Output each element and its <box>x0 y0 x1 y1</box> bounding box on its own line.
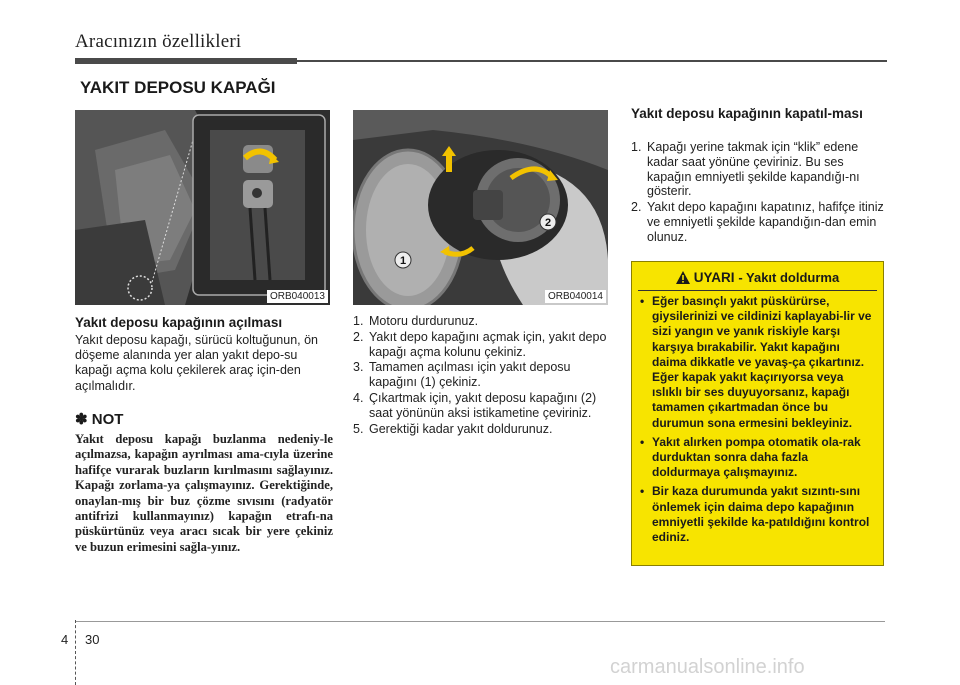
fuel-filler-door-illustration <box>353 110 608 305</box>
warning-triangle-icon <box>676 271 690 287</box>
warning-list <box>640 294 876 549</box>
footer-rule <box>75 621 885 622</box>
callout-1: 1 <box>399 255 407 267</box>
watermark: carmanualsonline.info <box>610 656 805 678</box>
warning-rule <box>638 290 877 291</box>
warning-item: • Bir kaza durumunda yakıt sızıntı-sını önlemek için daima depo kapağının emniyetli şekilde ka-patıldığını kontrol ediniz. <box>640 484 870 545</box>
warning-subtitle: - Yakıt doldurma <box>738 270 840 285</box>
opening-heading: Yakıt deposu kapağının açılması <box>75 315 283 330</box>
photo-fuel-filler-door <box>353 110 608 305</box>
section-title: YAKIT DEPOSU KAPAĞI <box>80 78 276 97</box>
warning-title: UYARI <box>693 270 735 285</box>
warning-item: • Eğer basınçlı yakıt püskürürse, giysilerinizi ve cildinizi kaplayabi-lir ve sizi yangın ve yanık riskiyle karşı karşıya bırakabilir. Yakıt kapağını daima dikkatle ve yavaş-ça çıkartınız. Eğer kapak yakıt kaçırıyorsa veya ıslıklı bir ses duyuyorsanız, kapağı tamamen çıkartmadan önce bu durumun sona ermesini bekleyiniz. <box>640 294 872 430</box>
closing-step-item: 1. Kapağı yerine takmak için “klik” edene kadar saat yönüne çeviriniz. Bu ses kapağın emniyetli şekilde kapandığı-nı gösterir. <box>631 140 860 199</box>
header-rule-thin <box>297 60 887 62</box>
step-item: 1. Motoru durdurunuz. <box>353 314 479 328</box>
step-item: 4. Çıkartmak için, yakıt deposu kapağını (2) saat yönünün aksi istikametine çeviriniz. <box>353 390 597 420</box>
note-heading: ✽ NOT <box>75 411 124 428</box>
chapter-title: Aracınızın özellikleri <box>75 31 242 52</box>
closing-steps <box>631 140 885 246</box>
photo-fuel-release-lever <box>75 110 330 305</box>
opening-text: Yakıt deposu kapağı, sürücü koltuğunun, ön döşeme alanında yer alan yakıt depo-su kapağı açma kolu çekilerek araç için-den açılmalıdır. <box>75 333 318 393</box>
closing-heading: Yakıt deposu kapağının kapatıl-ması <box>631 106 863 121</box>
fuel-release-lever-illustration <box>75 110 330 305</box>
photo-code: ORB040013 <box>267 290 328 303</box>
step-item: 5. Gerektiği kadar yakıt doldurunuz. <box>353 421 553 436</box>
chapter-number: 4 <box>61 632 69 647</box>
photo-code: ORB040014 <box>545 290 606 303</box>
footer-divider <box>75 620 76 685</box>
callout-2: 2 <box>544 217 552 229</box>
header-rule-thick <box>75 58 297 64</box>
step-item: 3. Tamamen açılması için yakıt deposu kapağını (1) çekiniz. <box>353 360 571 390</box>
page-number: 30 <box>85 632 100 647</box>
warning-box <box>631 261 884 566</box>
note-text: Yakıt deposu kapağı buzlanma nedeniy-le açılmazsa, kapağın ayrılması ama-cıyla üzerine hafifçe vurarak buzların kırılmasını sağlayınız. Kapağı zorlama-ya çalışmayınız. Gerektiğinde, onaylan-mış bir buz çözme sıvısını (radyatör antifrizi kullanmayınız) kapağın etrafı-na püskürtünüz veya aracı sıcak bir yere çekiniz ve buzun erimesini sağla-yınız. <box>75 432 333 554</box>
closing-step-item: 2. Yakıt depo kapağını kapatınız, hafifçe itiniz ve emniyetli şekilde kapandığın-dan emin olunuz. <box>631 200 884 244</box>
step-item: 2. Yakıt depo kapağını açmak için, yakıt depo kapağı açma kolunu çekiniz. <box>353 329 607 359</box>
warning-item: • Yakıt alırken pompa otomatik ola-rak durduktan sonra daha fazla doldurmaya çalışmayınız. <box>640 434 861 480</box>
opening-steps <box>353 314 611 437</box>
warning-heading <box>632 270 883 287</box>
